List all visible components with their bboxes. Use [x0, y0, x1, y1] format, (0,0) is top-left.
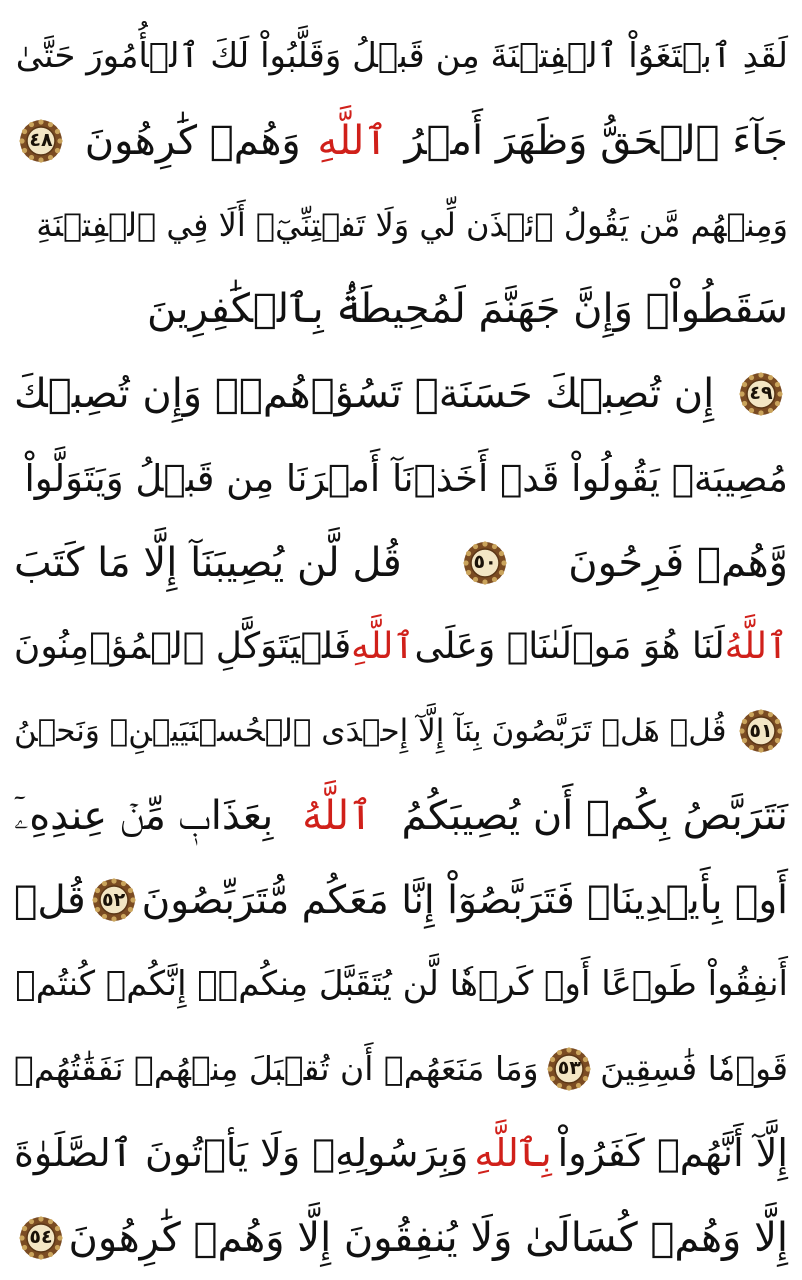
- verse-text: مُصِيبَةٞ يَقُولُواْ قَدۡ أَخَذۡنَآ أَمۡرَنَا مِن قَبۡلُ وَيَتَوَلَّواْ: [24, 456, 788, 500]
- verse-end-marker: [462, 540, 508, 586]
- verse-number: ٤٨: [29, 129, 53, 152]
- divine-name-text: ٱللَّهِ: [351, 625, 415, 667]
- verse-text: قَوۡمٗا فَٰسِقِينَ: [600, 1049, 788, 1089]
- verse-lines: [14, 14, 788, 1280]
- verse-text: وَّهُمۡ فَرِحُونَ: [568, 539, 788, 586]
- verse-line: [14, 267, 788, 351]
- verse-line: [14, 14, 788, 98]
- verse-text: قُلۡ هَلۡ تَرَبَّصُونَ بِنَآ إِلَّآ إِحۡدَى ٱلۡحُسۡنَيَيۡنِۖ وَنَحۡنُ: [14, 712, 727, 749]
- verse-text: أَوۡ بِأَيۡدِينَاۖ فَتَرَبَّصُوٓاْ إِنَّا مَعَكُم مُّتَرَبِّصُونَ: [141, 877, 788, 923]
- verse-number: ٥١: [749, 719, 773, 742]
- verse-text: بِعَذَابٖ مِّنۡ عِندِهِۦٓ: [14, 792, 274, 839]
- verse-line: [14, 352, 788, 436]
- divine-name-text: ٱللَّهُ: [724, 625, 788, 667]
- verse-line: [14, 183, 788, 267]
- verse-text: سَقَطُواْۗ وَإِنَّ جَهَنَّمَ لَمُحِيطَةُۢ بِٱلۡكَٰفِرِينَ: [146, 286, 788, 333]
- verse-end-marker: [18, 118, 64, 164]
- divine-name-text: ٱللَّهُ: [302, 792, 373, 839]
- verse-line: [14, 605, 788, 689]
- verse-text: وَبِرَسُولِهِۦ وَلَا يَأۡتُونَ ٱلصَّلَوٰةَ: [14, 1131, 469, 1176]
- verse-text: قُل لَّن يُصِيبَنَآ إِلَّا مَا كَتَبَ: [14, 539, 402, 586]
- verse-text: لَنَا هُوَ مَوۡلَىٰنَاۚ وَعَلَى: [414, 625, 725, 667]
- verse-line: [14, 942, 788, 1026]
- verse-line: [14, 436, 788, 520]
- verse-line: [14, 98, 788, 182]
- divine-name-text: بِٱللَّهِ: [474, 1131, 552, 1176]
- verse-line: [14, 1027, 788, 1111]
- verse-end-marker: [91, 877, 137, 923]
- verse-line: [14, 689, 788, 773]
- verse-end-marker: [546, 1046, 592, 1092]
- verse-line: [14, 1111, 788, 1195]
- verse-text: وَمِنۡهُم مَّن يَقُولُ ٱئۡذَن لِّي وَلَا تَفۡتِنِّيٓۚ أَلَا فِي ٱلۡفِتۡنَةِ: [36, 205, 788, 244]
- verse-text: إِن تُصِبۡكَ حَسَنَةٞ تَسُؤۡهُمۡۖ وَإِن تُصِبۡكَ: [14, 370, 715, 417]
- verse-number: ٤٩: [749, 382, 773, 405]
- verse-text: فَلۡيَتَوَكَّلِ ٱلۡمُؤۡمِنُونَ: [13, 625, 352, 667]
- verse-text: نَتَرَبَّصُ بِكُمۡ أَن يُصِيبَكُمُ: [401, 792, 788, 839]
- verse-line: [14, 520, 788, 604]
- verse-line: [14, 774, 788, 858]
- verse-text: قُلۡ: [14, 877, 86, 923]
- verse-line: [14, 1195, 788, 1279]
- verse-text: إِلَّآ أَنَّهُمۡ كَفَرُواْ: [557, 1131, 788, 1176]
- verse-number: ٥٠: [473, 551, 497, 574]
- verse-end-marker: [738, 708, 784, 754]
- verse-end-marker: [738, 371, 784, 417]
- verse-text: جَآءَ ٱلۡحَقُّ وَظَهَرَ أَمۡرُ: [404, 117, 788, 164]
- verse-text: إِلَّا وَهُمۡ كُسَالَىٰ وَلَا يُنفِقُونَ إِلَّا وَهُمۡ كَٰرِهُونَ: [68, 1214, 788, 1261]
- verse-text: أَنفِقُواْ طَوۡعًا أَوۡ كَرۡهٗا لَّن يُتَقَبَّلَ مِنكُمۡۖ إِنَّكُمۡ كُنتُمۡ: [15, 964, 788, 1005]
- verse-number: ٥٣: [557, 1057, 581, 1080]
- verse-number: ٥٢: [101, 888, 126, 911]
- verse-text: وَهُمۡ كَٰرِهُونَ: [84, 117, 301, 164]
- verse-number: ٥٤: [29, 1226, 53, 1249]
- verse-text: لَقَدِ ٱبۡتَغَوُاْ ٱلۡفِتۡنَةَ مِن قَبۡلُ وَقَلَّبُواْ لَكَ ٱلۡأُمُورَ حَتَّىٰ: [15, 36, 788, 77]
- verse-text: وَمَا مَنَعَهُمۡ أَن تُقۡبَلَ مِنۡهُمۡ نَفَقَٰتُهُمۡ: [14, 1049, 539, 1089]
- verse-end-marker: [18, 1215, 64, 1261]
- divine-name-text: ٱللَّهِ: [317, 117, 388, 164]
- verse-line: [14, 858, 788, 942]
